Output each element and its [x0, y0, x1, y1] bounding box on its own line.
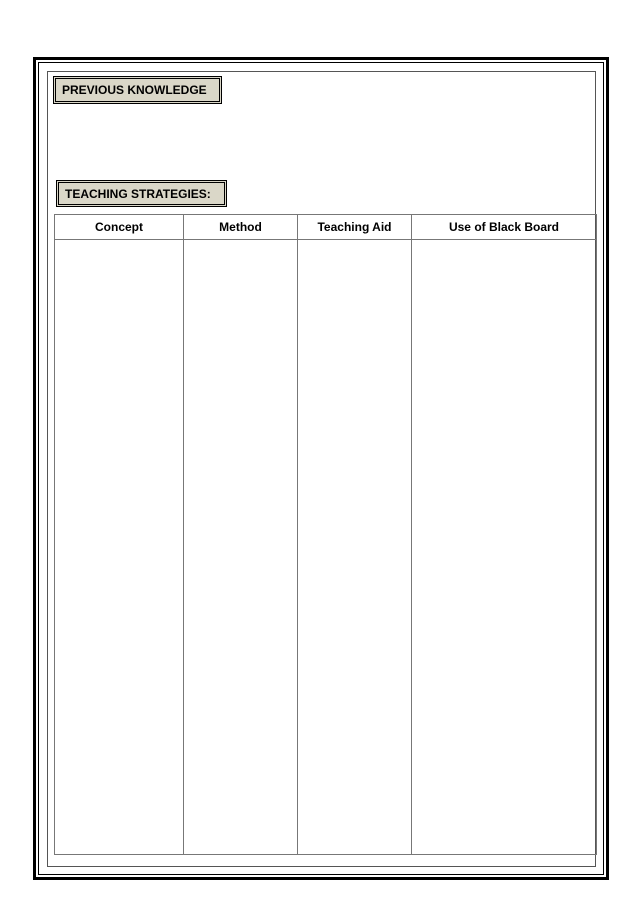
- teaching-strategies-heading: [56, 180, 227, 207]
- concept-cell[interactable]: [55, 240, 184, 855]
- method-cell[interactable]: [184, 240, 298, 855]
- column-header-use-of-black-board: Use of Black Board: [412, 215, 597, 240]
- previous-knowledge-heading: [53, 76, 222, 104]
- column-header-concept: Concept: [55, 215, 184, 240]
- use-of-black-board-cell[interactable]: [412, 240, 597, 855]
- column-header-method: Method: [184, 215, 298, 240]
- teaching-aid-cell[interactable]: [298, 240, 412, 855]
- table-header-row: [55, 215, 597, 240]
- teaching-strategies-table: [54, 214, 597, 855]
- teaching-strategies-label: TEACHING STRATEGIES:: [65, 186, 211, 201]
- previous-knowledge-label: PREVIOUS KNOWLEDGE: [62, 83, 207, 97]
- column-header-teaching-aid: Teaching Aid: [298, 215, 412, 240]
- table-row: [55, 240, 597, 855]
